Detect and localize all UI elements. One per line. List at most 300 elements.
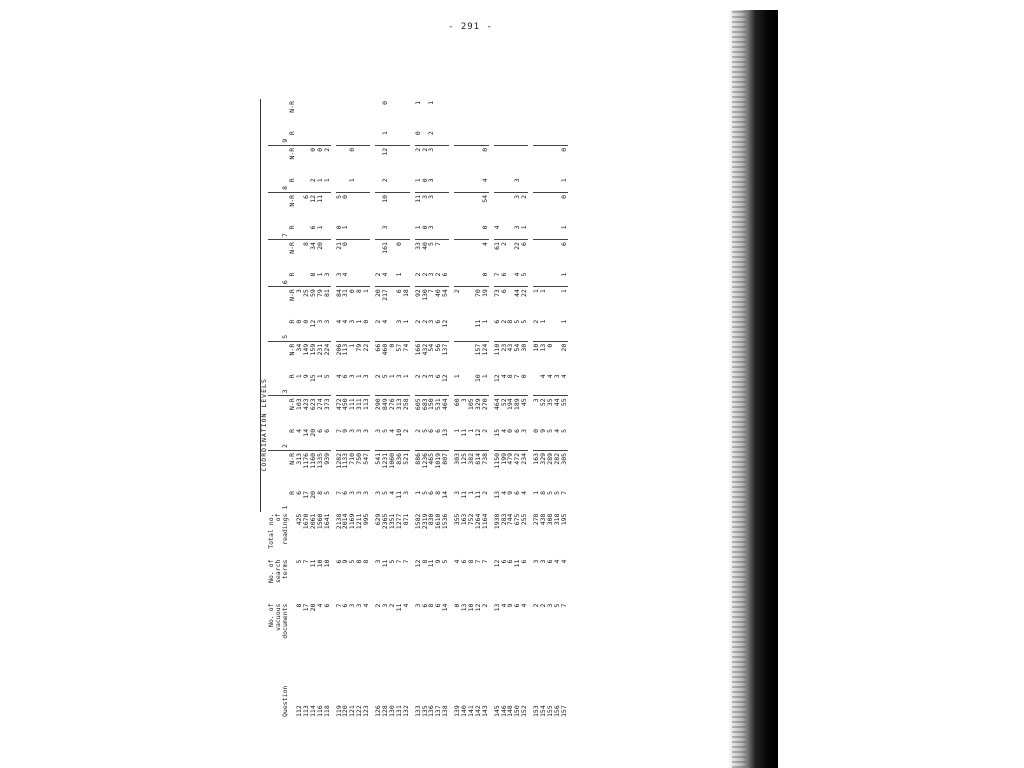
level-value-cell: 10 — [532, 343, 541, 352]
level-value-cell — [461, 271, 468, 287]
search-terms-cell: 6 — [460, 559, 469, 564]
page-number: - 291 - — [448, 22, 493, 32]
level-value-cell: 234 — [520, 452, 529, 465]
search-terms-cell: 9 — [341, 559, 350, 564]
question-cell: 145 — [492, 705, 501, 717]
total-cell: 2138 — [334, 513, 343, 530]
level-value-cell: 6 — [428, 427, 435, 451]
level-value-cell — [442, 240, 449, 271]
level-value-cell — [454, 240, 461, 271]
level-value-cell: 2 — [415, 427, 422, 451]
vacuous-cell: 6 — [322, 603, 331, 608]
level-value-cell: 1 — [561, 318, 568, 342]
level-value-cell: 217 — [380, 289, 389, 301]
level-value-cell: 15 — [494, 427, 501, 451]
level-value-cell — [547, 240, 554, 271]
level-value-cell: 1 — [532, 490, 541, 495]
level-value-cell: 3 — [356, 427, 363, 451]
level-value-cell: 92 — [413, 289, 422, 297]
total-cell: 995 — [362, 513, 371, 526]
vacuous-cell: 5 — [552, 603, 561, 608]
search-terms-cell: 8 — [466, 559, 475, 564]
level-value-cell: 150 — [427, 398, 436, 411]
level-value-cell — [317, 99, 324, 129]
level-value-cell — [540, 223, 547, 239]
level-value-cell — [507, 99, 514, 129]
level-value-cell — [468, 192, 475, 223]
level-value-cell: 2 — [415, 318, 422, 342]
level-value-cell — [454, 223, 461, 239]
level-value-cell: 1335 — [315, 452, 324, 469]
level-value-cell: 2 — [413, 147, 422, 152]
level-value-cell: 3 — [396, 372, 403, 396]
vacuous-cell: 6 — [434, 603, 443, 608]
level-value-cell: 3 — [355, 490, 364, 495]
level-value-cell: 14 — [441, 490, 450, 499]
level-value-cell: 6 — [341, 490, 350, 495]
level-value-cell: 206 — [334, 343, 343, 356]
level-value-cell: 13 — [539, 343, 548, 352]
total-cell: 871 — [401, 513, 410, 526]
level-value-cell — [494, 129, 501, 145]
sub-header-nr: N-R — [288, 398, 296, 411]
vacuous-cell: 3 — [348, 603, 357, 608]
level-value-cell: 21 — [334, 242, 343, 250]
vacuous-cell: 4 — [362, 603, 371, 608]
level-value-cell — [521, 99, 528, 129]
search-terms-cell: 3 — [539, 559, 548, 564]
level-value-cell: 472 — [334, 398, 343, 411]
level-value-cell — [435, 192, 442, 223]
level-value-cell: 1282 — [334, 452, 343, 469]
level-value-cell: 20 — [559, 343, 568, 352]
total-cell: 318 — [552, 513, 561, 526]
vacuous-cell: 7 — [334, 603, 343, 608]
scan-edge-shadow — [728, 10, 778, 768]
level-value-cell — [349, 240, 356, 271]
level-value-cell: 103 — [295, 398, 303, 411]
vacuous-cell: 17 — [301, 603, 310, 612]
search-terms-cell: 10 — [322, 559, 331, 568]
level-value-cell: 2 — [415, 271, 422, 287]
total-cell: 1610 — [434, 513, 443, 530]
level-value-cell: 1060 — [387, 452, 396, 469]
level-value-cell — [296, 176, 303, 192]
level-value-cell: 521 — [401, 452, 410, 465]
total-cell: 2319 — [420, 513, 429, 530]
level-value-cell: 6 — [324, 427, 331, 451]
question-cell: 130 — [387, 705, 396, 717]
question-cell: 153 — [532, 705, 541, 717]
question-cell: 142 — [473, 705, 482, 717]
level-value-cell: 8 — [507, 372, 514, 396]
level-value-cell: 73 — [492, 289, 501, 297]
level-value-cell: 149 — [301, 343, 310, 356]
total-cell: 1641 — [322, 513, 331, 530]
level-value-cell: 12 — [442, 372, 449, 396]
level-value-cell — [461, 223, 468, 239]
level-value-cell — [324, 129, 331, 145]
level-value-cell: 8 — [301, 242, 310, 246]
level-value-cell — [501, 223, 508, 239]
level-value-cell: 3 — [336, 271, 343, 287]
level-value-cell — [468, 240, 475, 271]
total-cell: 438 — [539, 513, 548, 526]
vacuous-cell: 3 — [380, 603, 389, 608]
level-value-cell: 13 — [442, 427, 449, 451]
level-value-cell: 2 — [428, 129, 435, 145]
level-value-cell: 125 — [460, 452, 469, 465]
question-cell: 112 — [295, 705, 303, 717]
level-value-cell — [540, 192, 547, 223]
level-value-cell — [561, 129, 568, 145]
level-value-cell: 60 — [453, 398, 462, 407]
level-value-cell: 1 — [317, 223, 324, 239]
question-cell: 140 — [460, 705, 469, 717]
level-value-cell — [403, 192, 410, 223]
level-value-cell: 4 — [482, 176, 489, 192]
level-value-cell: 12 — [380, 147, 389, 156]
level-value-cell: 1 — [413, 490, 422, 495]
level-value-cell — [442, 145, 449, 176]
level-value-cell: 0 — [480, 147, 489, 152]
total-cell: 1560 — [315, 513, 324, 530]
level-value-cell — [342, 99, 349, 129]
table-row — [514, 99, 521, 719]
level-value-cell — [533, 99, 540, 129]
vacuous-cell: 12 — [473, 603, 482, 612]
level-value-cell — [454, 271, 461, 287]
level-value-cell — [540, 271, 547, 287]
level-value-cell: 3 — [513, 194, 522, 199]
level-value-cell: 3 — [428, 318, 435, 342]
level-value-cell: 166 — [413, 343, 422, 356]
level-value-cell: 3 — [420, 194, 429, 199]
level-value-cell: 1 — [466, 490, 475, 495]
level-value-cell — [435, 99, 442, 129]
search-terms-cell: 6 — [334, 559, 343, 564]
search-terms-cell: 5 — [441, 559, 450, 564]
level-value-cell: 7 — [559, 490, 568, 495]
question-cell: 143 — [480, 705, 489, 717]
level-value-cell: 2 — [480, 490, 489, 495]
level-value-cell: 1 — [539, 289, 548, 294]
level-value-cell — [342, 129, 349, 145]
search-terms-cell: 6 — [520, 559, 529, 564]
level-value-cell: 1 — [468, 427, 475, 451]
level-value-cell — [363, 99, 370, 129]
question-cell: 126 — [374, 705, 383, 717]
level-value-cell — [442, 192, 449, 223]
total-cell: 830 — [427, 513, 436, 526]
vacuous-cell: 8 — [295, 603, 303, 608]
level-value-cell: 3 — [374, 490, 383, 495]
level-value-cell: 1 — [324, 176, 331, 192]
level-value-cell: 1 — [356, 318, 363, 342]
level-value-cell: 5 — [552, 490, 561, 495]
level-value-cell: 105 — [466, 398, 475, 411]
level-value-cell: 43 — [506, 343, 515, 352]
level-value-cell — [442, 223, 449, 239]
level-value-cell: 1 — [403, 318, 410, 342]
level-value-cell: 84 — [334, 289, 343, 297]
level-value-cell: 710 — [348, 452, 357, 465]
level-value-cell — [324, 223, 331, 239]
level-value-cell: 4 — [501, 372, 508, 396]
level-value-cell: 25 — [301, 289, 310, 297]
level-value-cell: 2 — [422, 318, 429, 342]
vacuous-cell: 6 — [513, 603, 522, 608]
level-value-cell — [303, 99, 310, 129]
level-value-cell: 3 — [375, 427, 382, 451]
level-value-cell — [389, 192, 396, 223]
question-cell: 123 — [362, 705, 371, 717]
sub-header-r: R — [289, 372, 296, 396]
total-cell: 2061 — [308, 513, 317, 530]
vacuous-cell: 13 — [460, 603, 469, 612]
level-value-cell — [468, 145, 475, 176]
level-value-cell: 11 — [461, 427, 468, 451]
level-value-cell: 45 — [520, 398, 529, 407]
question-cell: 155 — [546, 705, 554, 717]
level-value-cell: 199 — [499, 452, 508, 465]
level-value-cell: 4 — [382, 271, 389, 287]
level-value-cell: 3 — [396, 318, 403, 342]
level-value-cell — [349, 271, 356, 287]
level-value-cell: 0 — [422, 223, 429, 239]
level-value-cell: 1 — [482, 372, 489, 396]
total-cell: 1264 — [473, 513, 482, 530]
search-terms-cell: 9 — [434, 559, 443, 564]
level-value-cell — [403, 271, 410, 287]
level-value-cell — [501, 99, 508, 129]
level-value-cell: 5 — [546, 490, 554, 495]
table-row — [324, 99, 331, 719]
level-value-cell — [403, 223, 410, 239]
level-value-cell — [540, 145, 547, 176]
level-value-cell: 194 — [506, 398, 515, 411]
level-value-cell — [324, 240, 331, 271]
level-value-cell: 124 — [480, 343, 489, 356]
level-value-cell — [547, 287, 554, 318]
level-value-cell: 6 — [501, 271, 508, 287]
level-value-cell — [442, 99, 449, 129]
question-header: Question — [281, 685, 289, 717]
level-value-cell: 7 — [336, 427, 343, 451]
level-value-cell — [475, 129, 482, 145]
question-cell: 122 — [355, 705, 364, 717]
sub-header-r: R — [289, 318, 296, 342]
table-row — [533, 99, 540, 719]
search-terms-cell: 8 — [420, 559, 429, 564]
level-value-cell: 6 — [427, 490, 436, 495]
level-value-cell — [454, 99, 461, 129]
level-value-cell: 0 — [308, 147, 317, 152]
level-value-cell: 2 — [375, 318, 382, 342]
level-value-cell: 2 — [482, 427, 489, 451]
question-cell: 113 — [301, 705, 310, 717]
level-value-cell: 7 — [334, 490, 343, 495]
vacuous-cell: 13 — [492, 603, 501, 612]
level-value-cell: 54 — [480, 194, 489, 203]
level-value-cell — [396, 145, 403, 176]
vacuous-cell: 2 — [374, 603, 383, 608]
vacuous-cell: 4 — [401, 603, 410, 608]
level-value-cell: 10 — [475, 372, 482, 396]
level-value-cell: 12 — [494, 372, 501, 396]
level-value-cell: 6 — [514, 427, 521, 451]
level-value-cell: 2 — [415, 372, 422, 396]
level-value-cell: 5 — [420, 490, 429, 495]
level-value-cell — [561, 99, 568, 129]
level-value-cell: 4 — [387, 490, 396, 495]
level-header: 3 — [268, 341, 289, 396]
search-terms-cell: 3 — [532, 559, 541, 564]
level-value-cell: 6 — [310, 223, 317, 239]
level-value-cell — [442, 129, 449, 145]
vacuous-cell: 4 — [499, 603, 508, 608]
level-value-cell: 11 — [315, 194, 324, 203]
level-header: 8 — [268, 145, 289, 192]
level-value-cell — [461, 176, 468, 192]
level-value-cell: 74 — [401, 343, 410, 352]
search-terms-cell: 6 — [506, 559, 515, 564]
level-value-cell — [501, 145, 508, 176]
level-value-cell: 13 — [492, 490, 501, 499]
level-value-cell: 1176 — [301, 452, 310, 469]
level-value-cell: 7 — [514, 372, 521, 396]
level-value-cell: 4 — [540, 372, 547, 396]
level-value-cell — [554, 99, 561, 129]
level-value-cell: 163 — [532, 452, 541, 465]
level-value-cell: 0 — [387, 343, 396, 348]
level-value-cell — [533, 240, 540, 271]
level-value-cell — [521, 145, 528, 176]
level-value-cell — [296, 223, 303, 239]
level-value-cell: 1 — [415, 223, 422, 239]
level-value-cell: 1 — [382, 129, 389, 145]
vacuous-cell: 2 — [532, 603, 541, 608]
level-value-cell — [454, 145, 461, 176]
level-value-cell — [514, 145, 521, 176]
level-value-cell — [349, 192, 356, 223]
level-header: 6 — [268, 240, 289, 287]
level-value-cell — [461, 287, 468, 318]
level-value-cell — [296, 99, 303, 129]
level-value-cell: 6 — [435, 372, 442, 396]
level-value-cell — [356, 99, 363, 129]
table-row — [482, 99, 489, 719]
level-value-cell: 2 — [422, 372, 429, 396]
search-terms-cell: 7 — [301, 559, 310, 564]
total-cell: 355 — [453, 513, 462, 526]
level-value-cell — [482, 99, 489, 129]
total-cell: 1582 — [413, 513, 422, 530]
level-value-cell — [547, 318, 554, 342]
level-value-cell — [461, 99, 468, 129]
level-value-cell: 52 — [499, 398, 508, 407]
level-value-cell: 1 — [482, 318, 489, 342]
level-value-cell: 10 — [396, 427, 403, 451]
table-row — [540, 99, 547, 719]
level-value-cell: 6 — [442, 271, 449, 287]
level-value-cell: 290 — [374, 398, 383, 411]
sub-header-r: R — [289, 176, 296, 192]
level-value-cell: 5 — [322, 490, 331, 495]
level-value-cell: 81 — [322, 289, 331, 297]
vacuous-cell: 6 — [341, 603, 350, 608]
level-value-cell: 750 — [355, 452, 364, 465]
level-value-cell — [461, 192, 468, 223]
level-value-cell: 2 — [382, 176, 389, 192]
question-cell: 118 — [322, 705, 331, 717]
level-value-cell: 2 — [533, 318, 540, 342]
level-value-cell: 373 — [322, 398, 331, 411]
level-value-cell: 683 — [420, 398, 429, 411]
level-value-cell: 54 — [427, 343, 436, 352]
level-value-cell: 3 — [382, 223, 389, 239]
level-value-cell: 33 — [413, 242, 422, 250]
question-cell: 116 — [315, 705, 324, 717]
level-value-cell — [403, 176, 410, 192]
total-cell: 163 — [460, 513, 469, 526]
level-value-cell: 1 — [454, 372, 461, 396]
search-terms-cell: 5 — [387, 559, 396, 564]
level-value-cell — [356, 192, 363, 223]
level-value-cell: 1 — [356, 372, 363, 396]
level-value-cell: 0 — [415, 129, 422, 145]
total-cell: 744 — [506, 513, 515, 526]
level-value-cell — [533, 271, 540, 287]
level-value-cell: 4 — [501, 427, 508, 451]
level-value-cell — [356, 271, 363, 287]
level-value-cell: 1 — [349, 176, 356, 192]
level-value-cell: 56 — [434, 343, 443, 352]
search-terms-cell: 4 — [552, 559, 561, 564]
search-terms-cell: 6 — [546, 559, 554, 564]
level-value-cell: 3 — [295, 289, 303, 294]
sub-header-r: R — [289, 129, 296, 145]
level-value-cell: 5 — [334, 194, 343, 199]
question-cell: 152 — [520, 705, 529, 717]
level-value-cell — [468, 271, 475, 287]
level-value-cell: 6 — [394, 289, 403, 294]
level-value-cell: 886 — [413, 452, 422, 465]
vacuous-cell: 7 — [559, 603, 568, 608]
level-value-cell — [533, 176, 540, 192]
level-value-cell — [356, 129, 363, 145]
level-value-cell: 5 — [382, 372, 389, 396]
level-value-cell: 1 — [389, 372, 396, 396]
sub-header-nr: N-R — [288, 242, 296, 254]
level-value-cell: 0 — [521, 372, 528, 396]
level-value-cell: 3 — [428, 372, 435, 396]
level-value-cell — [363, 192, 370, 223]
total-header: Total no. of readings — [267, 513, 289, 549]
coordination-levels-table — [260, 99, 590, 719]
level-value-cell: 157 — [473, 343, 482, 356]
level-value-cell — [507, 145, 514, 176]
level-value-cell: 5 — [427, 242, 436, 246]
sub-header-r: R — [289, 427, 296, 451]
level-value-cell — [303, 129, 310, 145]
level-value-cell — [547, 271, 554, 287]
level-value-cell: 2 — [422, 271, 429, 287]
total-cell: 1211 — [355, 513, 364, 530]
level-value-cell: 5 — [422, 427, 429, 451]
level-value-cell: 12 — [442, 318, 449, 342]
level-value-cell: 4 — [336, 372, 343, 396]
